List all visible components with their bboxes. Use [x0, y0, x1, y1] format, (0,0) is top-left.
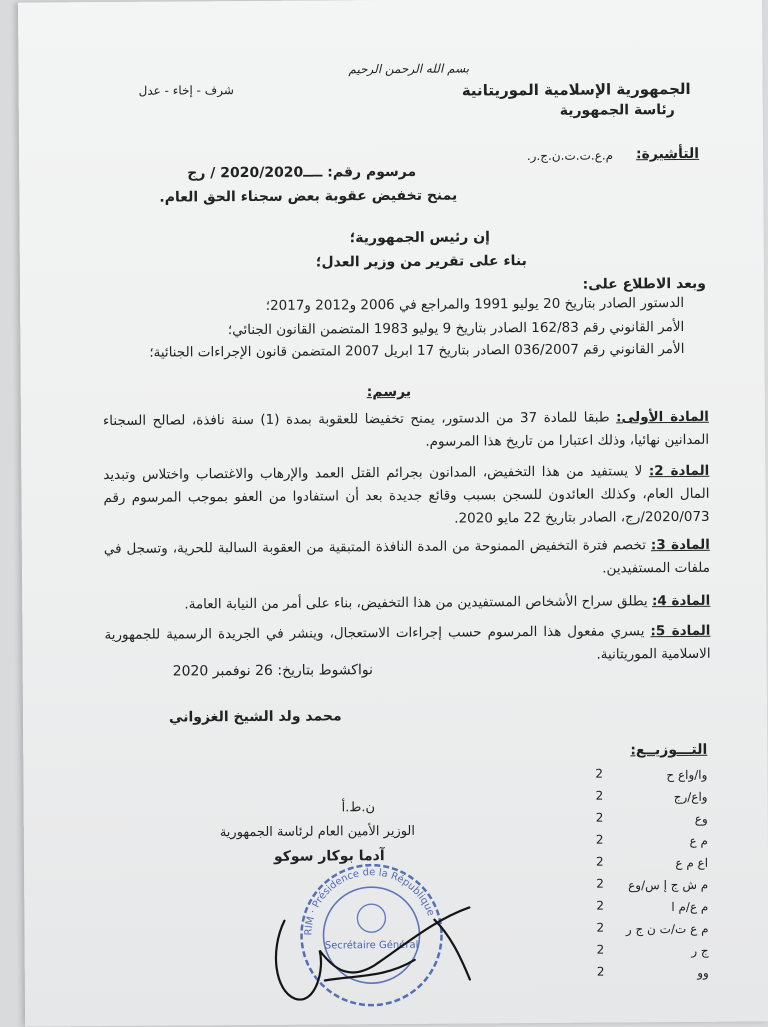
review-label: وبعد الاطلاع على: [582, 275, 707, 293]
national-motto: شرف - إخاء - عدل [138, 83, 234, 98]
distribution-recipient: اع م ع [675, 855, 709, 871]
distribution-count: 2 [596, 964, 605, 979]
presidency-name: رئاسة الجمهورية [559, 102, 675, 119]
stamp-center-text: Secrétaire Général [324, 939, 419, 952]
decrees-heading: يرسم: [366, 383, 412, 401]
article-label: المادة 3: [650, 536, 710, 554]
distribution-count: 2 [596, 942, 605, 957]
article-text: يطلق سراح الأشخاص المستفيدين من هذا التخفيض، بناء على أمر من النيابة العامة. [184, 593, 648, 613]
distribution-recipient: وع [694, 811, 708, 826]
president-name: محمد ولد الشيخ الغزواني [168, 708, 342, 726]
article-text: لا يستفيد من هذا التخفيض، المدانون بجرائم القتل العمد والإرهاب والاغتصاب واختلاس وتبديد المال العام، وكذلك العائدون للسجن بسبب وقائع جديدة بعد أن استفادوا من العفو بموجب المرسوم رقم 2020/073/رج، الصادر بتاريخ 22 مايو 2020. [103, 463, 710, 527]
review-item-criminal-procedure [114, 338, 684, 365]
article-label: المادة 5: [650, 622, 711, 640]
distribution-count: 2 [595, 832, 604, 847]
distribution-recipient: وو [697, 965, 709, 980]
article-text: طبقا للمادة 37 من الدستور، يمنح تخفيضا للعقوبة بمدة (1) سنة نافذة، لصالح السجناء المدانين نهائيا، وذلك اعتبارا من تاريخ هذا المرسوم. [102, 409, 710, 450]
decree-page [18, 0, 768, 1027]
decree-subject: يمنح تخفيض عقوبة بعض سجناء الحق العام. [159, 187, 458, 206]
distribution-recipient: م ع [689, 833, 708, 848]
distribution-recipient: م ع/م ا [671, 899, 709, 915]
distribution-count: 2 [596, 876, 604, 891]
distribution-recipient: واع/رج [673, 789, 708, 805]
country-name: الجمهورية الإسلامية الموريتانية [461, 79, 691, 100]
preamble-report: بناء على تقرير من وزير العدل؛ [315, 253, 527, 271]
basmala: بسم الله الرحمن الرحيم [348, 61, 470, 77]
article-1 [103, 406, 709, 456]
article-3 [104, 534, 710, 584]
distribution-recipient: م ع ت/ت ن ج ر [625, 921, 709, 937]
distribution-count: 2 [596, 898, 605, 913]
visa-value: م.ع.ت.ت.ن.ج.ر. [526, 148, 614, 164]
distribution-recipient: ج ر [691, 943, 709, 958]
review-item-text: الأمر القانوني رقم 036/2007 الصادر بتاريخ 17 ابريل 2007 المتضمن قانون الإجراءات الجنائية؛ [149, 340, 685, 361]
article-2 [103, 460, 709, 533]
signing-date: نواكشوط بتاريخ: 26 نوفمبر 2020 [172, 662, 374, 680]
distribution-count: 2 [596, 920, 605, 935]
review-item-text: الدستور الصادر بتاريخ 20 يوليو 1991 والمراجع في 2006 و2012 و2017؛ [265, 294, 685, 314]
distribution-count: 2 [595, 788, 604, 803]
distribution-recipient: م ش ج إ س/وع [628, 877, 709, 893]
article-label: المادة 2: [648, 462, 710, 480]
distribution-count: 2 [595, 766, 604, 781]
distribution-count: 2 [595, 810, 604, 825]
handwritten-signature [264, 879, 495, 1011]
decree-number: مرسوم رقم: ــــ2020/2020 / رج [187, 163, 417, 182]
distribution-title: التـــوزيــع: [630, 741, 708, 759]
stamp-ring-text: RIM · Présidence de la République [303, 867, 437, 936]
countersign-title: الوزير الأمين العام لرئاسة الجمهورية [219, 823, 416, 841]
distribution-count: 2 [595, 854, 604, 869]
distribution-recipient: وا/واع ح [666, 767, 708, 783]
visa-label: التأشيرة: [635, 145, 700, 163]
article-text: تخصم فترة التخفيض الممنوحة من المدة النافذة المتبقية من العقوبة السالبة للحرية، وتسجل في ملفات المستفيدين. [103, 537, 711, 577]
countersign-name: آدما بوكار سوكو [273, 848, 385, 865]
review-item-constitution [114, 292, 684, 319]
review-item-text: الأمر القانوني رقم 162/83 الصادر بتاريخ 9 يوليو 1983 المتضمن القانون الجنائي؛ [227, 318, 685, 339]
countersign-abbr: ن.ط.أ [341, 800, 376, 816]
preamble-president: إن رئيس الجمهورية؛ [349, 229, 490, 247]
article-label: المادة الأولى: [616, 408, 709, 426]
article-4 [104, 590, 710, 617]
article-label: المادة 4: [651, 592, 711, 610]
article-text: يسري مفعول هذا المرسوم حسب إجراءات الاستعجال، وينشر في الجريدة الرسمية للجمهورية الاسلامية الموريتانية. [104, 623, 711, 663]
